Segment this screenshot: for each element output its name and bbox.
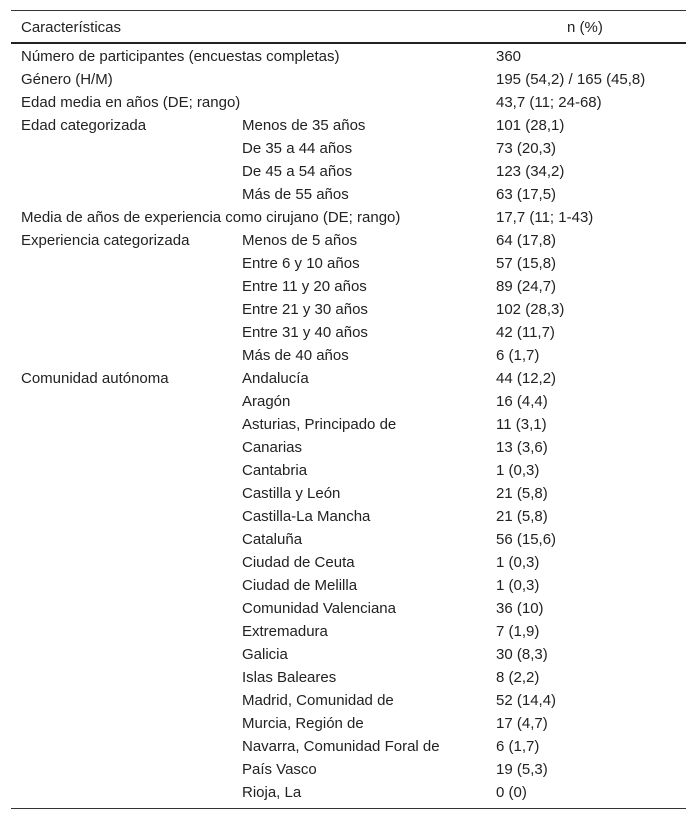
table-row — [0, 252, 698, 275]
table-row — [0, 505, 698, 528]
table-cell-c3: 36 (10) — [496, 600, 544, 617]
table-cell-c2: Menos de 35 años — [242, 117, 366, 134]
table-row — [0, 344, 698, 367]
table-row — [0, 390, 698, 413]
table-row — [0, 482, 698, 505]
table-cell-c3: 6 (1,7) — [496, 738, 540, 755]
table-cell-c3: 195 (54,2) / 165 (45,8) — [496, 71, 646, 88]
table-cell-c2: Entre 21 y 30 años — [242, 301, 368, 318]
table-cell-c3: 1 (0,3) — [496, 554, 540, 571]
table-row — [0, 229, 698, 252]
table-cell-c1: Edad categorizada — [21, 117, 147, 134]
table-cell-c3: 30 (8,3) — [496, 646, 548, 663]
table-cell-c3: 6 (1,7) — [496, 347, 540, 364]
table-row — [0, 321, 698, 344]
table-cell-c2: Entre 6 y 10 años — [242, 255, 360, 272]
table-cell-c2: Navarra, Comunidad Foral de — [242, 738, 440, 755]
table-row — [0, 643, 698, 666]
table-row — [0, 597, 698, 620]
table-row — [0, 689, 698, 712]
table-cell-c2: Asturias, Principado de — [242, 416, 397, 433]
table-cell-c3: 56 (15,6) — [496, 531, 557, 548]
table-cell-c3: 1 (0,3) — [496, 577, 540, 594]
table-top-rule — [11, 10, 686, 11]
table-row — [0, 781, 698, 804]
table-row — [0, 160, 698, 183]
table-cell-c3: 89 (24,7) — [496, 278, 557, 295]
table-cell-c3: 73 (20,3) — [496, 140, 557, 157]
table-cell-c1: Experiencia categorizada — [21, 232, 190, 249]
table-cell-c2: Cataluña — [242, 531, 303, 548]
table-cell-c2: Más de 40 años — [242, 347, 349, 364]
table-cell-c2: Cantabria — [242, 462, 308, 479]
table-cell-c3: 21 (5,8) — [496, 485, 548, 502]
table-cell-c2: Andalucía — [242, 370, 309, 387]
table-cell-c3: 19 (5,3) — [496, 761, 548, 778]
table-bottom-rule — [11, 808, 686, 809]
table-row — [0, 68, 698, 91]
table-cell-c2: Aragón — [242, 393, 291, 410]
table-row — [0, 183, 698, 206]
table-cell-c1: Media de años de experiencia como cirujano (DE; rango) — [21, 209, 401, 226]
table-cell-c3: 17,7 (11; 1-43) — [496, 209, 594, 226]
table-row — [0, 620, 698, 643]
table-cell-c2: Madrid, Comunidad de — [242, 692, 394, 709]
table-row — [0, 712, 698, 735]
table-cell-c2: Ciudad de Ceuta — [242, 554, 355, 571]
table-cell-c3: 1 (0,3) — [496, 462, 540, 479]
table-row — [0, 45, 698, 68]
table-cell-c3: 21 (5,8) — [496, 508, 548, 525]
table-row — [0, 91, 698, 114]
table-cell-c2: Castilla y León — [242, 485, 341, 502]
table-cell-c2: Castilla-La Mancha — [242, 508, 371, 525]
table-row — [0, 275, 698, 298]
table-cell-c1: Género (H/M) — [21, 71, 113, 88]
table-cell-c3: 101 (28,1) — [496, 117, 565, 134]
table-row — [0, 114, 698, 137]
table-cell-c3: 63 (17,5) — [496, 186, 557, 203]
table-cell-c2: Menos de 5 años — [242, 232, 358, 249]
table-cell-c3: 17 (4,7) — [496, 715, 548, 732]
table-row — [0, 528, 698, 551]
header-n-percent: n (%) — [567, 19, 603, 36]
table-cell-c3: 13 (3,6) — [496, 439, 548, 456]
table-cell-c2: Murcia, Región de — [242, 715, 364, 732]
table-row — [0, 413, 698, 436]
table-cell-c2: De 45 a 54 años — [242, 163, 353, 180]
table-row — [0, 459, 698, 482]
table-row — [0, 666, 698, 689]
table-cell-c3: 11 (3,1) — [496, 416, 547, 433]
table-row — [0, 574, 698, 597]
table-cell-c2: Rioja, La — [242, 784, 302, 801]
table-cell-c3: 102 (28,3) — [496, 301, 565, 318]
table-cell-c2: Extremadura — [242, 623, 328, 640]
table-cell-c3: 43,7 (11; 24-68) — [496, 94, 602, 111]
table-cell-c3: 44 (12,2) — [496, 370, 557, 387]
table-row — [0, 551, 698, 574]
table-cell-c3: 360 — [496, 48, 522, 65]
table-cell-c2: Entre 31 y 40 años — [242, 324, 368, 341]
table-row — [0, 367, 698, 390]
table-row — [0, 298, 698, 321]
table-row — [0, 436, 698, 459]
table-cell-c3: 123 (34,2) — [496, 163, 565, 180]
table-cell-c3: 16 (4,4) — [496, 393, 548, 410]
table-row — [0, 137, 698, 160]
table-cell-c2: Entre 11 y 20 años — [242, 278, 367, 295]
table-cell-c3: 7 (1,9) — [496, 623, 540, 640]
table-cell-c2: Galicia — [242, 646, 288, 663]
table-cell-c1: Edad media en años (DE; rango) — [21, 94, 241, 111]
table-row — [0, 206, 698, 229]
table-cell-c3: 64 (17,8) — [496, 232, 557, 249]
table-cell-c3: 52 (14,4) — [496, 692, 557, 709]
table-cell-c2: Más de 55 años — [242, 186, 349, 203]
table-header-rule — [11, 42, 686, 44]
table-row — [0, 735, 698, 758]
table-cell-c1: Comunidad autónoma — [21, 370, 169, 387]
table-cell-c3: 8 (2,2) — [496, 669, 540, 686]
table-cell-c2: Comunidad Valenciana — [242, 600, 396, 617]
table-cell-c3: 57 (15,8) — [496, 255, 557, 272]
table-cell-c2: Ciudad de Melilla — [242, 577, 358, 594]
table-cell-c2: País Vasco — [242, 761, 317, 778]
header-caracteristicas: Características — [21, 19, 122, 36]
table-cell-c2: Islas Baleares — [242, 669, 337, 686]
table-cell-c3: 42 (11,7) — [496, 324, 555, 341]
table-cell-c2: De 35 a 44 años — [242, 140, 353, 157]
table-cell-c1: Número de participantes (encuestas completas) — [21, 48, 340, 65]
table-cell-c2: Canarias — [242, 439, 303, 456]
table-cell-c3: 0 (0) — [496, 784, 527, 801]
table-row — [0, 758, 698, 781]
